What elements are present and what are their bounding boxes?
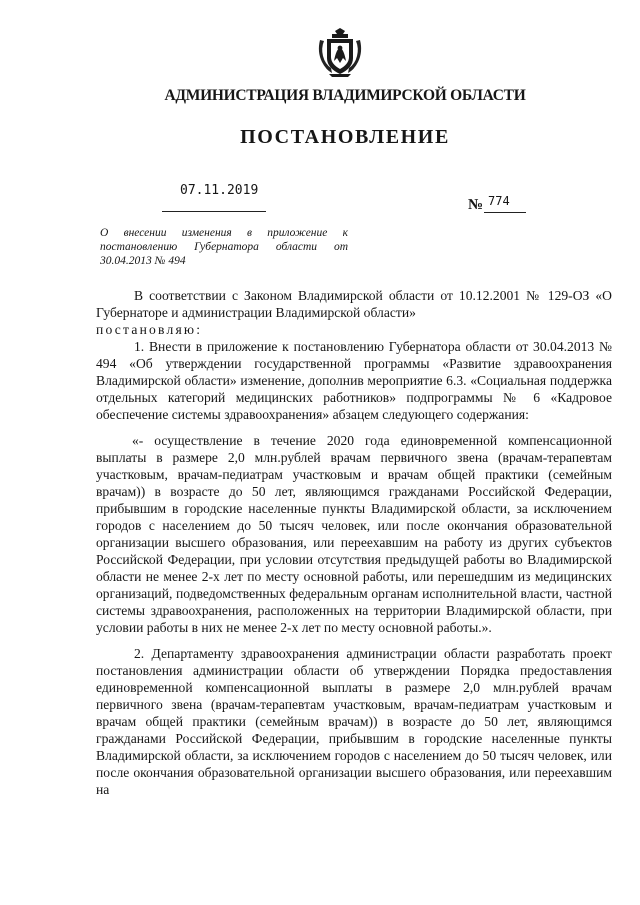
document-date: 07.11.2019 [180,183,259,198]
number-underline [484,212,526,213]
preamble-paragraph: В соответствии с Законом Владимирской области от 10.12.2001 № 129-ОЗ «О Губернаторе и администрации Владимирской области» [96,288,612,320]
date-underline [162,211,266,212]
decree-word: постановляю: [96,322,203,337]
organization-name: АДМИНИСТРАЦИЯ ВЛАДИМИРСКОЙ ОБЛАСТИ [164,87,526,104]
document-subject: О внесении изменения в приложение к постановлению Губернатора области от 30.04.2013 № 494 [100,227,348,267]
document-body [96,287,612,798]
quoted-paragraph: «- осуществление в течение 2020 года единовременной компенсационной выплаты в размере 2,0 млн.рублей врачам первичного звена (врачам-терапевтам участковым, врачам-педиатрам участковым и врачам общей практики (семейным врачам)) в возрасте до 50 лет, являющимся гражданами Российской Федерации, прибывшим в городские населенные пункты Владимирской области, за исключением городов с населением до 50 тысяч человек, или после окончания образовательной организации высшего образования, или переехавшим на работу из других субъектов Российской Федерации, при условии отсутствия предыдущей работы во Владимирской области не менее 2-х лет по месту основной работы, или перешедшим из медицинских организаций, подведомственных федеральным органам исполнительной власти, частной системы здравоохранения, расположенных на территории Владимирской области, при условии работы в них не менее 2-х лет по месту основной работы.». [96,433,612,635]
number-label: № [468,197,484,213]
item-2-paragraph: 2. Департаменту здравоохранения администрации области разработать проект постановления администрации области об утверждении Порядка предоставления единовременной компенсационной выплаты в размере 2,0 млн.рублей врачам первичного звена (врачам-терапевтам участковым, врачам-педиатрам участковым и врачам общей практики (семейным врачам)) в возрасте до 50 лет, являющимся гражданами Российской Федерации, прибывшим в городские населенные пункты Владимирской области, за исключением городов с населением до 50 тысяч человек, или после окончания образовательной организации высшего образования, или переехавшим на [96,646,612,797]
document-type-title: ПОСТАНОВЛЕНИЕ [240,126,450,148]
item-1-paragraph: 1. Внести в приложение к постановлению Губернатора области от 30.04.2013 № 494 «Об утверждении государственной программы «Развитие здравоохранения Владимирской области» изменение, дополнив мероприятие 6.3. «Социальная поддержка отдельных категорий медицинских работников» подпрограммы № 6 «Кадровое обеспечение системы здравоохранения» абзацем следующего содержания: [96,339,612,422]
document-number: 774 [488,194,510,208]
coat-of-arms-emblem [317,28,363,78]
